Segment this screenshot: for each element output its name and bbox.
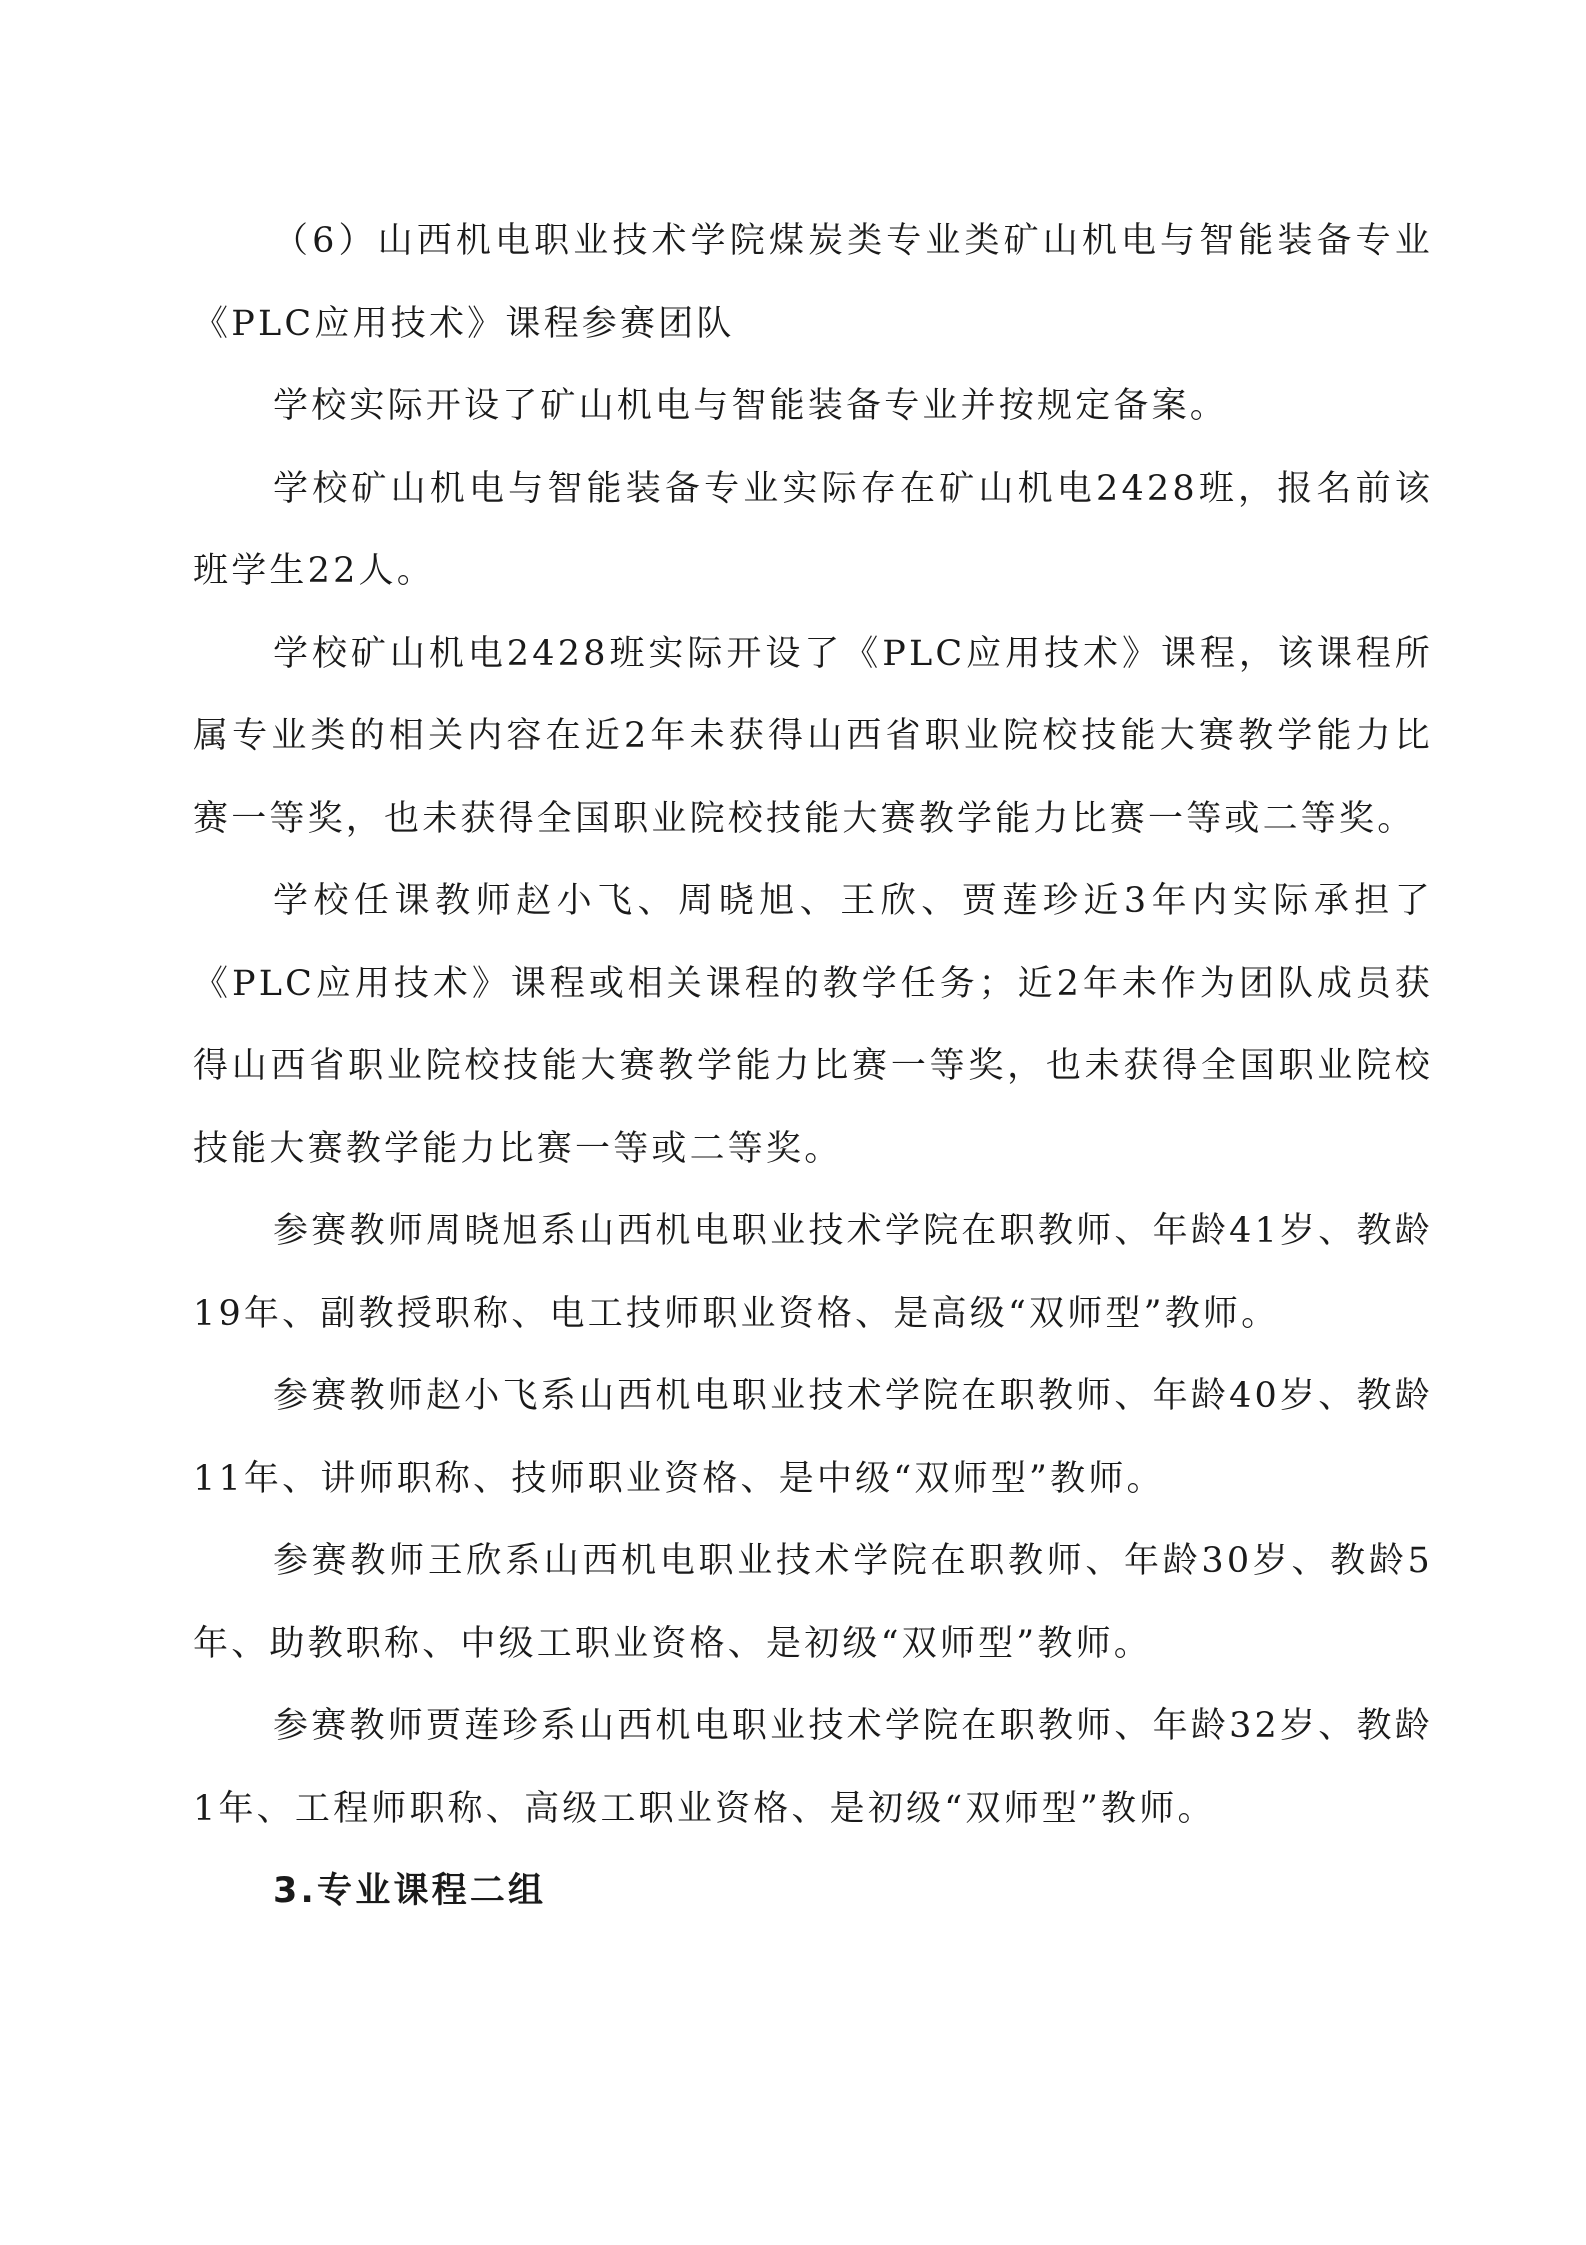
class-students-paragraph: 学校矿山机电与智能装备专业实际存在矿山机电2428班，报名前该班学生22人。 [193, 468, 1433, 591]
teacher-wang-paragraph: 参赛教师王欣系山西机电职业技术学院在职教师、年龄30岁、教龄5年、助教职称、中级工职业资格、是初级“双师型”教师。 [193, 1541, 1433, 1664]
course-awards-paragraph: 学校矿山机电2428班实际开设了《PLC应用技术》课程，该课程所属专业类的相关内容在近2年未获得山西省职业院校技能大赛教学能力比赛一等奖，也未获得全国职业院校技能大赛教学能力比赛一等或二等奖。 [193, 633, 1433, 839]
team-title-paragraph: （6）山西机电职业技术学院煤炭类专业类矿山机电与智能装备专业《PLC应用技术》课程参赛团队 [193, 221, 1433, 344]
major-filing-paragraph: 学校实际开设了矿山机电与智能装备专业并按规定备案。 [273, 386, 1229, 426]
document-page [193, 200, 1433, 1933]
teacher-zhou-paragraph: 参赛教师周晓旭系山西机电职业技术学院在职教师、年龄41岁、教龄19年、副教授职称、电工技师职业资格、是高级“双师型”教师。 [193, 1211, 1433, 1334]
section-heading: 3.专业课程二组 [273, 1871, 547, 1911]
teacher-zhao-paragraph: 参赛教师赵小飞系山西机电职业技术学院在职教师、年龄40岁、教龄11年、讲师职称、技师职业资格、是中级“双师型”教师。 [193, 1376, 1433, 1499]
teachers-tasks-paragraph: 学校任课教师赵小飞、周晓旭、王欣、贾莲珍近3年内实际承担了《PLC应用技术》课程或相关课程的教学任务；近2年未作为团队成员获得山西省职业院校技能大赛教学能力比赛一等奖，也未获得全国职业院校技能大赛教学能力比赛一等或二等奖。 [193, 881, 1433, 1169]
teacher-jia-paragraph: 参赛教师贾莲珍系山西机电职业技术学院在职教师、年龄32岁、教龄1年、工程师职称、高级工职业资格、是初级“双师型”教师。 [193, 1706, 1433, 1829]
